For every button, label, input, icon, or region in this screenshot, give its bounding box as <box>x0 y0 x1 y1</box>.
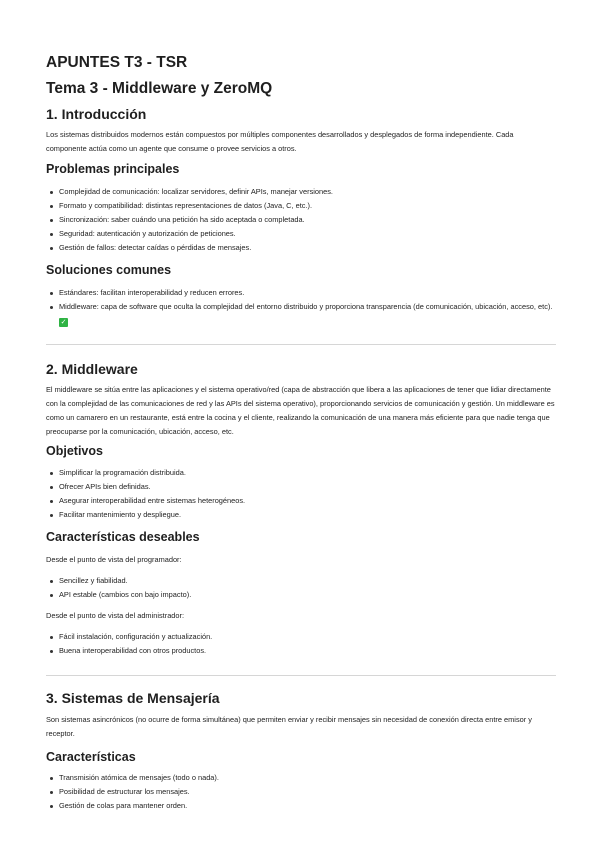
list-item: Posibilidad de estructurar los mensajes. <box>46 785 556 799</box>
check-mark-icon: ✓ <box>60 319 67 326</box>
section-heading-introduccion: 1. Introducción <box>46 106 147 122</box>
list-item: Complejidad de comunicación: localizar servidores, definir APIs, manejar versiones. <box>46 185 556 199</box>
list-item: API estable (cambios con bajo impacto). <box>46 588 556 602</box>
list-item: Transmisión atómica de mensajes (todo o nada). <box>46 771 556 785</box>
middleware-paragraph: El middleware se sitúa entre las aplicaciones y el sistema operativo/red (capa de abstracción que libera a las aplicaciones de tener que lidiar directamente con la complejidad de las comunicaciones de red y las APIs del sistema operativo), proporcionando servicios de comunicación y gestión. Un middleware es como un camarero en un restaurante, está entre la cocina y el cliente, realizando la comunicación de una manera más eficiente para que nadie tenga que preocuparse por la comunicación, ubicación, acceso, etc. <box>46 385 555 436</box>
features-heading: Características deseables <box>46 530 200 544</box>
list-item: Asegurar interoperabilidad entre sistemas heterogéneos. <box>46 494 556 508</box>
programmer-label: Desde el punto de vista del programador: <box>46 555 182 564</box>
section-heading-mensajeria: 3. Sistemas de Mensajería <box>46 690 220 706</box>
list-item: Gestión de colas para mantener orden. <box>46 799 556 813</box>
objectives-list <box>46 466 556 522</box>
list-item: Simplificar la programación distribuida. <box>46 466 556 480</box>
topic-title: Tema 3 - Middleware y ZeroMQ <box>46 80 273 97</box>
list-item: Buena interoperabilidad con otros productos. <box>46 644 556 658</box>
list-item: Seguridad: autenticación y autorización de peticiones. <box>46 227 556 241</box>
list-item: Facilitar mantenimiento y despliegue. <box>46 508 556 522</box>
messaging-features-heading: Características <box>46 750 136 764</box>
list-item-text: Middleware: capa de software que oculta la complejidad del entorno distribuido y proporciona transparencia (de comunicación, ubicación, acceso, etc). <box>59 302 553 311</box>
messaging-paragraph: Son sistemas asincrónicos (no ocurre de forma simultánea) que permiten enviar y recibir mensajes sin necesidad de conexión directa entre emisor y receptor. <box>46 715 532 738</box>
list-item: Sincronización: saber cuándo una petición ha sido aceptada o completada. <box>46 213 556 227</box>
messaging-features-list <box>46 771 556 813</box>
document-title: APUNTES T3 - TSR <box>46 54 188 71</box>
list-item: Sencillez y fiabilidad. <box>46 574 556 588</box>
list-item: Formato y compatibilidad: distintas representaciones de datos (Java, C, etc.). <box>46 199 556 213</box>
list-item: Fácil instalación, configuración y actualización. <box>46 630 556 644</box>
solutions-list <box>46 286 556 328</box>
section-divider <box>46 675 556 676</box>
section-heading-middleware: 2. Middleware <box>46 361 138 377</box>
admin-list <box>46 630 556 658</box>
list-item <box>46 300 556 328</box>
problems-heading: Problemas principales <box>46 162 180 176</box>
problems-list <box>46 185 556 255</box>
list-item: Ofrecer APIs bien definidas. <box>46 480 556 494</box>
admin-label: Desde el punto de vista del administrador: <box>46 611 185 620</box>
intro-paragraph: Los sistemas distribuidos modernos están compuestos por múltiples componentes desarrollados y desplegados de forma independiente. Cada componente actúa como un agente que consume o provee servicios a otros. <box>46 130 514 153</box>
solutions-heading: Soluciones comunes <box>46 263 172 277</box>
section-divider <box>46 344 556 345</box>
programmer-list <box>46 574 556 602</box>
objectives-heading: Objetivos <box>46 444 103 458</box>
list-item: Estándares: facilitan interoperabilidad y reducen errores. <box>46 286 556 300</box>
list-item: Gestión de fallos: detectar caídas o pérdidas de mensajes. <box>46 241 556 255</box>
